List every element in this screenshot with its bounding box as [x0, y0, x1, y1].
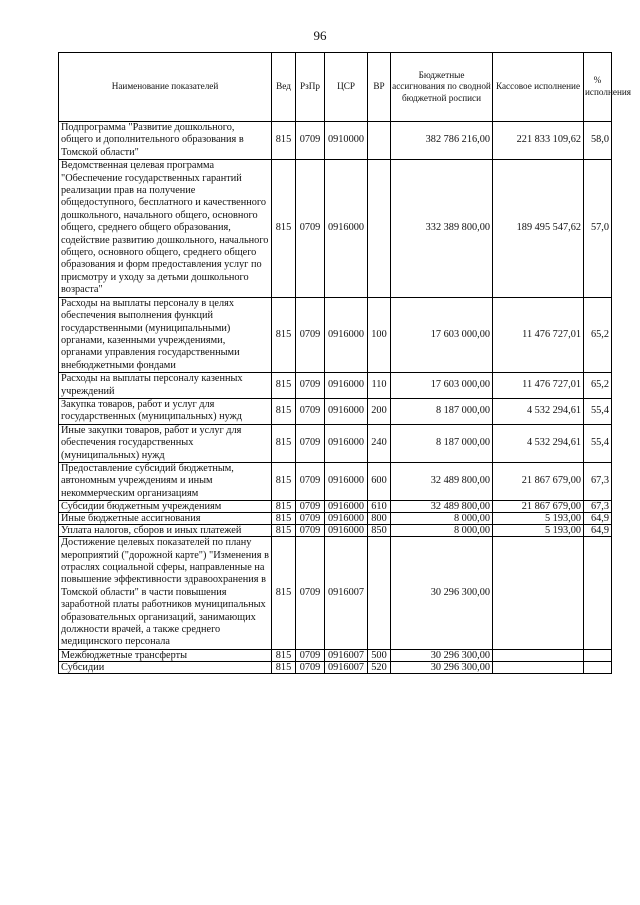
cell-vr: 240	[368, 424, 391, 462]
column-header-ved: Вед	[272, 53, 296, 122]
cell-csr: 0916000	[325, 160, 368, 297]
column-header-vr: ВР	[368, 53, 391, 122]
cell-rzpr: 0709	[296, 122, 325, 160]
cell-budget: 8 187 000,00	[391, 424, 493, 462]
cell-vr: 800	[368, 513, 391, 525]
cell-csr: 0916000	[325, 462, 368, 500]
cell-rzpr: 0709	[296, 160, 325, 297]
cell-ved: 815	[272, 525, 296, 537]
cell-ved: 815	[272, 424, 296, 462]
cell-name: Расходы на выплаты персоналу казенных учреждений	[59, 373, 272, 399]
cell-vr: 600	[368, 462, 391, 500]
cell-vr: 610	[368, 501, 391, 513]
cell-cash: 221 833 109,62	[493, 122, 584, 160]
cell-vr	[368, 160, 391, 297]
column-header-rzpr: РзПр	[296, 53, 325, 122]
cell-rzpr: 0709	[296, 525, 325, 537]
table-row	[59, 501, 612, 513]
cell-budget: 17 603 000,00	[391, 373, 493, 399]
cell-budget: 382 786 216,00	[391, 122, 493, 160]
cell-name: Межбюджетные трансферты	[59, 649, 272, 661]
cell-csr: 0910000	[325, 122, 368, 160]
cell-pct: 65,2	[584, 373, 612, 399]
cell-vr: 100	[368, 297, 391, 372]
cell-cash: 11 476 727,01	[493, 297, 584, 372]
table-row	[59, 525, 612, 537]
cell-ved: 815	[272, 160, 296, 297]
cell-rzpr: 0709	[296, 373, 325, 399]
cell-pct	[584, 649, 612, 661]
table-row	[59, 462, 612, 500]
cell-rzpr: 0709	[296, 513, 325, 525]
cell-vr	[368, 537, 391, 650]
cell-budget: 30 296 300,00	[391, 649, 493, 661]
page-number: 96	[313, 28, 327, 43]
cell-name: Достижение целевых показателей по плану мероприятий ("дорожной карте") "Изменения в отраслях социальной сферы, направленные на повышение эффективности здравоохранения в Томской области" в части повышения заработной платы работников муниципальных образовательных организаций, занимающих должности врачей, а также среднего медицинского персонала	[59, 537, 272, 650]
cell-pct: 57,0	[584, 160, 612, 297]
cell-ved: 815	[272, 122, 296, 160]
cell-csr: 0916000	[325, 525, 368, 537]
cell-budget: 32 489 800,00	[391, 501, 493, 513]
table-row	[59, 649, 612, 661]
cell-name: Подпрограмма "Развитие дошкольного, общего и дополнительного образования в Томской области"	[59, 122, 272, 160]
table-row	[59, 661, 612, 673]
cell-cash: 11 476 727,01	[493, 373, 584, 399]
table-body	[59, 122, 612, 674]
cell-pct: 58,0	[584, 122, 612, 160]
cell-csr: 0916000	[325, 297, 368, 372]
table-row	[59, 122, 612, 160]
column-header-name: Наименование показателей	[59, 53, 272, 122]
cell-ved: 815	[272, 537, 296, 650]
cell-rzpr: 0709	[296, 537, 325, 650]
cell-ved: 815	[272, 661, 296, 673]
cell-cash: 5 193,00	[493, 525, 584, 537]
column-header-budget: Бюджетные ассигнования по сводной бюджетной росписи	[391, 53, 493, 122]
cell-cash: 4 532 294,61	[493, 424, 584, 462]
cell-csr: 0916007	[325, 661, 368, 673]
cell-pct: 64,9	[584, 525, 612, 537]
table-row	[59, 537, 612, 650]
cell-cash: 21 867 679,00	[493, 501, 584, 513]
cell-budget: 8 187 000,00	[391, 398, 493, 424]
cell-csr: 0916000	[325, 373, 368, 399]
cell-budget: 8 000,00	[391, 525, 493, 537]
cell-cash: 5 193,00	[493, 513, 584, 525]
cell-rzpr: 0709	[296, 462, 325, 500]
table-row	[59, 398, 612, 424]
cell-rzpr: 0709	[296, 649, 325, 661]
cell-vr: 520	[368, 661, 391, 673]
cell-pct: 67,3	[584, 501, 612, 513]
cell-budget: 17 603 000,00	[391, 297, 493, 372]
cell-pct: 67,3	[584, 462, 612, 500]
table-row	[59, 297, 612, 372]
cell-csr: 0916000	[325, 501, 368, 513]
cell-cash	[493, 537, 584, 650]
cell-ved: 815	[272, 649, 296, 661]
cell-name: Субсидии бюджетным учреждениям	[59, 501, 272, 513]
cell-budget: 30 296 300,00	[391, 661, 493, 673]
cell-csr: 0916000	[325, 513, 368, 525]
cell-budget: 332 389 800,00	[391, 160, 493, 297]
cell-name: Субсидии	[59, 661, 272, 673]
cell-pct: 64,9	[584, 513, 612, 525]
table-row	[59, 373, 612, 399]
cell-vr: 500	[368, 649, 391, 661]
cell-name: Уплата налогов, сборов и иных платежей	[59, 525, 272, 537]
cell-csr: 0916000	[325, 424, 368, 462]
column-header-csr: ЦСР	[325, 53, 368, 122]
cell-rzpr: 0709	[296, 398, 325, 424]
cell-vr: 850	[368, 525, 391, 537]
table-row	[59, 160, 612, 297]
cell-ved: 815	[272, 462, 296, 500]
cell-pct: 55,4	[584, 424, 612, 462]
cell-name: Предоставление субсидий бюджетным, автономным учреждениям и иным некоммерческим организациям	[59, 462, 272, 500]
cell-cash	[493, 649, 584, 661]
cell-csr: 0916007	[325, 649, 368, 661]
cell-pct: 55,4	[584, 398, 612, 424]
cell-cash: 21 867 679,00	[493, 462, 584, 500]
cell-rzpr: 0709	[296, 501, 325, 513]
cell-cash: 189 495 547,62	[493, 160, 584, 297]
table-row	[59, 513, 612, 525]
cell-ved: 815	[272, 373, 296, 399]
cell-ved: 815	[272, 398, 296, 424]
cell-name: Иные бюджетные ассигнования	[59, 513, 272, 525]
table-header-row	[59, 53, 612, 122]
cell-budget: 30 296 300,00	[391, 537, 493, 650]
cell-vr	[368, 122, 391, 160]
cell-rzpr: 0709	[296, 424, 325, 462]
cell-ved: 815	[272, 501, 296, 513]
budget-execution-table	[58, 52, 632, 674]
cell-pct: 65,2	[584, 297, 612, 372]
cell-pct	[584, 537, 612, 650]
cell-rzpr: 0709	[296, 297, 325, 372]
cell-name: Расходы на выплаты персоналу в целях обеспечения выполнения функций государственными (муниципальными) органами, казенными учреждениями, органами управления государственными внебюджетными фондами	[59, 297, 272, 372]
cell-cash	[493, 661, 584, 673]
column-header-cash: Кассовое исполнение	[493, 53, 584, 122]
cell-vr: 110	[368, 373, 391, 399]
cell-ved: 815	[272, 513, 296, 525]
cell-csr: 0916000	[325, 398, 368, 424]
cell-budget: 32 489 800,00	[391, 462, 493, 500]
cell-rzpr: 0709	[296, 661, 325, 673]
cell-cash: 4 532 294,61	[493, 398, 584, 424]
cell-budget: 8 000,00	[391, 513, 493, 525]
cell-ved: 815	[272, 297, 296, 372]
cell-vr: 200	[368, 398, 391, 424]
cell-name: Иные закупки товаров, работ и услуг для обеспечения государственных (муниципальных) нужд	[59, 424, 272, 462]
cell-pct	[584, 661, 612, 673]
column-header-pct: % исполнения	[584, 53, 612, 122]
cell-name: Ведомственная целевая программа "Обеспечение государственных гарантий реализации прав на получение общедоступного, бесплатного и качественного дошкольного, начального общего, основного общего, среднего общего образования, содействие развитию дошкольного, начального общего, основного общего, среднего общего образования и форм предоставления услуг по присмотру и уходу за детьми дошкольного возраста"	[59, 160, 272, 297]
cell-csr: 0916007	[325, 537, 368, 650]
table-row	[59, 424, 612, 462]
cell-name: Закупка товаров, работ и услуг для государственных (муниципальных) нужд	[59, 398, 272, 424]
